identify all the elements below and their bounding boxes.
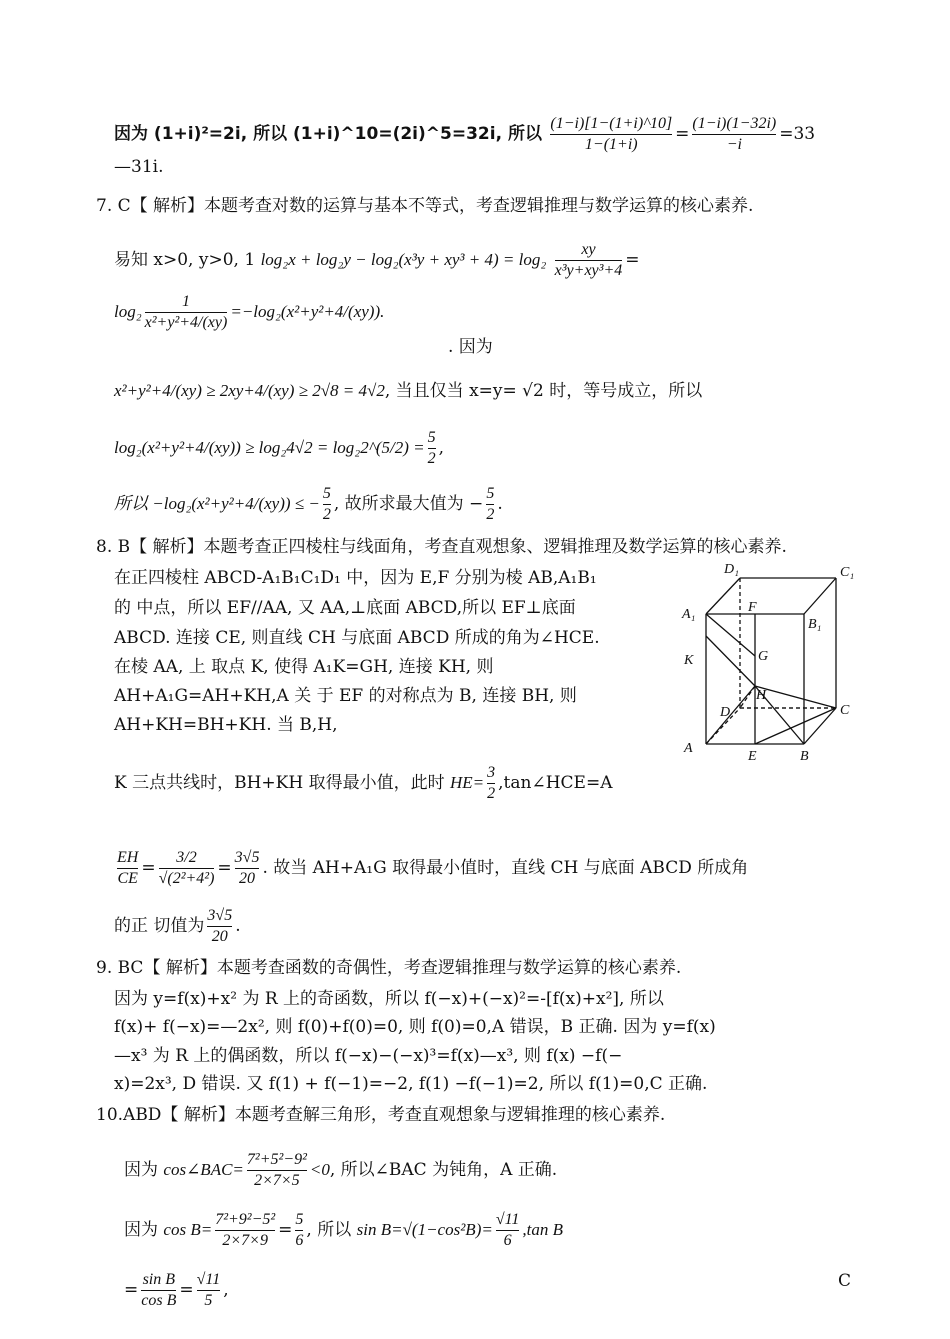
- q8-l9-tail: .: [235, 916, 241, 936]
- q6-frac1-num: (1−i)[1−(1+i)^10]: [550, 115, 673, 132]
- q10-l1-text: , 所以∠BAC 为钝角，A 正确.: [329, 1160, 558, 1180]
- q8-line-1: 在正四棱柱 ABCD-A₁B₁C₁D₁ 中，因为 E,F 分别为棱 AB,A₁B₁: [114, 568, 597, 588]
- q8-line-6: AH+KH=BH+KH. 当 B,H,: [114, 715, 338, 735]
- q10-l2-den3: 6: [496, 1230, 520, 1251]
- q8-line-4: 在棱 AA, 上 取点 K, 使得 A₁K=GH, 连接 KH, 则: [114, 657, 494, 677]
- q8-l8-fraction-mid: [159, 848, 215, 889]
- label-B: B: [800, 749, 809, 764]
- q7-line-2: [114, 292, 384, 333]
- q8-l8-fraction-rhs: [235, 848, 260, 889]
- q8-l9-den: 20: [207, 926, 232, 947]
- q8-l8-fraction-lhs: [117, 848, 138, 889]
- q7-line-5: [114, 484, 503, 525]
- q7-l3-text: , 当且仅当 x=y= √2 时，等号成立，所以: [384, 381, 703, 401]
- q10-l3-fraction-2: [197, 1270, 221, 1311]
- q10-l3-den: cos B: [141, 1292, 177, 1309]
- q10-header: 10.ABD【 解析】本题考查解三角形，考查直观想象与逻辑推理的核心素养.: [96, 1105, 666, 1125]
- q8-l8-lhs-den: CE: [117, 870, 138, 887]
- q10-l1-fraction: [247, 1150, 307, 1191]
- q7-l2-fraction: [145, 292, 228, 333]
- q7-line-4: [114, 428, 444, 469]
- prism-figure: [676, 556, 866, 768]
- label-K: K: [684, 653, 694, 668]
- q8-l8-text: . 故当 AH+A₁G 取得最小值时，直线 CH 与底面 ABCD 所成角: [262, 858, 749, 878]
- q6-fraction-2: [692, 114, 776, 155]
- q8-line-5: AH+A₁G=AH+KH,A 关 于 EF 的对称点为 B, 连接 BH, 则: [114, 686, 577, 706]
- q7-l1-math: log₂x + log₂y − log₂(x³y + xy³ + 4) = log₂: [260, 250, 547, 269]
- q7-line-1: [114, 240, 640, 281]
- q10-l1-pre: 因为: [124, 1160, 158, 1180]
- q7-l5-tail: .: [497, 494, 503, 514]
- q6-frac2-den: −i: [692, 134, 776, 155]
- label-F: F: [748, 600, 757, 615]
- q8-l7-fraction: [487, 763, 495, 804]
- q10-l2-den2: 6: [295, 1232, 304, 1249]
- q7-l1-fraction: [555, 240, 623, 281]
- q7-l4-fraction: [428, 428, 436, 469]
- label-A1: A₁: [682, 607, 696, 622]
- q9-header: 9. BC【 解析】本题考查函数的奇偶性，考查逻辑推理与数学运算的核心素养.: [96, 958, 682, 978]
- q10-l1-num: 7²+5²−9²: [246, 1151, 307, 1168]
- q7-l4-den: 2: [427, 450, 436, 467]
- q7-line-2b: . 因为: [448, 337, 493, 357]
- q8-l8-rhs-num: 3√5: [234, 849, 260, 866]
- q7-l5-mid: , 故所求最大值为 −: [333, 494, 484, 514]
- q10-l2-eq: =: [278, 1220, 293, 1240]
- q8-l9-fraction: [207, 906, 232, 947]
- q7-l5-num: 5: [322, 485, 331, 502]
- label-G: G: [758, 649, 769, 664]
- q7-line-3: [114, 380, 702, 402]
- q7-l5-den: 2: [322, 506, 331, 523]
- q10-corner-letter: C: [838, 1271, 852, 1291]
- q9-line-4: x)=2x³, D 错误. 又 f(1) + f(−1)=−2, f(1) −f(−1)=2, 所以 f(1)=0,C 正确.: [114, 1074, 708, 1094]
- q7-l4-math: log₂(x²+y²+4/(xy)) ≥ log₂4√2 = log₂2^(5/2) =: [114, 438, 425, 457]
- label-C1: C₁: [840, 565, 855, 580]
- q7-l5-pre: 所以 −log₂(x²+y²+4/(xy)) ≤ −: [114, 494, 320, 513]
- q7-l1-pre: 易知 x>0, y>0, 1: [114, 250, 256, 270]
- q7-l5-num2: 5: [486, 485, 495, 502]
- q6-eq: =: [675, 124, 690, 144]
- q8-l8-mid-num: 3/2: [176, 849, 197, 866]
- q10-l2-math: cos B=: [163, 1220, 213, 1239]
- q10-l2-fraction-1: [215, 1210, 275, 1251]
- q10-l2-fraction-2: [295, 1210, 303, 1251]
- label-A: A: [684, 741, 693, 756]
- q10-line-1: [124, 1150, 557, 1191]
- q10-l3-tail: ,: [223, 1280, 229, 1300]
- q7-l5-fraction-2: [486, 484, 494, 525]
- q7-l5-fraction-1: [323, 484, 331, 525]
- q10-l3-eq2: =: [179, 1280, 194, 1300]
- q7-header: 7. C【 解析】本题考查对数的运算与基本不等式，考查逻辑推理与数学运算的核心素养.: [96, 196, 754, 216]
- q10-l2-den: 2×7×9: [215, 1230, 275, 1251]
- q8-line-7: [114, 763, 612, 804]
- q6-line-2: —31i.: [114, 157, 164, 177]
- q9-line-2: f(x)+ f(−x)=—2x², 则 f(0)+f(0)=0, 则 f(0)=0,A 错误，B 正确. 因为 y=f(x): [114, 1017, 716, 1037]
- q8-l7-den: 2: [487, 785, 496, 802]
- q10-line-3: [124, 1270, 229, 1311]
- q8-line-9: [114, 906, 241, 947]
- q8-l7-text: K 三点共线时，BH+KH 取得最小值，此时: [114, 773, 445, 793]
- q8-line-8: $\frac{EH}{CE}$ = $\frac{3/2}{\text{√(2²+4²)}}$ = $\frac{3√5}{20}$ . 故当 AH+A₁G 取得最小值时，直线 CH 与底面 ABCD 所成角: [117, 849, 749, 887]
- q10-l2-num3: √11: [495, 1211, 520, 1228]
- q10-l1-tail: <0: [309, 1160, 330, 1179]
- q8-l9-text: 的正 切值为: [114, 916, 205, 936]
- label-B1: B₁: [808, 617, 822, 632]
- q7-l2-pre: log₂: [114, 302, 142, 321]
- q6-tail: =33: [779, 124, 816, 144]
- q10-l3-num2: √11: [196, 1271, 221, 1288]
- q6-frac1-den: 1−(1+i): [550, 134, 672, 155]
- q8-l7-tail: ,tan∠HCE=A: [498, 773, 613, 793]
- label-H: H: [756, 688, 767, 703]
- q7-l2-num: 1: [181, 293, 190, 310]
- q8-line-3: ABCD. 连接 CE, 则直线 CH 与底面 ABCD 所成的角为∠HCE.: [114, 628, 600, 648]
- q7-l4-tail: ,: [438, 438, 445, 458]
- q10-l2-fraction-3: [496, 1210, 520, 1251]
- label-D1: D₁: [724, 562, 739, 577]
- q8-l8-mid-den: √(2²+4²): [158, 870, 215, 887]
- q10-l1-den: 2×7×5: [247, 1170, 307, 1191]
- q6-line-1: [114, 114, 815, 155]
- q10-l3-eq: =: [124, 1280, 139, 1300]
- q10-l2-text: , 所以: [306, 1220, 352, 1240]
- q6-text: 因为 (1+i)²=2i, 所以 (1+i)^10=(2i)^5=32i, 所以: [114, 124, 542, 144]
- q9-line-1: 因为 y=f(x)+x² 为 R 上的奇函数，所以 f(−x)+(−x)²=-[f(x)+x²], 所以: [114, 989, 664, 1009]
- q10-l3-fraction-1: [141, 1270, 176, 1311]
- q10-l3-num: sin B: [142, 1271, 176, 1288]
- q10-l2-tail: ,tan B: [522, 1220, 564, 1239]
- q8-l7-he: HE=: [450, 773, 485, 792]
- q7-l2-tail: =−log₂(x²+y²+4/(xy)).: [230, 302, 385, 321]
- q6-frac2-num: (1−i)(1−32i): [692, 115, 777, 132]
- q10-l2-num: 7²+9²−5²: [215, 1211, 276, 1228]
- q10-l2-num2: 5: [295, 1211, 304, 1228]
- q7-l2-den: x²+y²+4/(xy): [144, 314, 228, 331]
- q10-l1-math: cos∠BAC=: [163, 1160, 244, 1179]
- q8-line-2: 的 中点，所以 EF//AA, 又 AA,⊥底面 ABCD,所以 EF⊥底面: [114, 598, 576, 618]
- q10-l2-math2: sin B=√(1−cos²B)=: [356, 1220, 493, 1239]
- q10-line-2: [124, 1210, 563, 1251]
- label-C: C: [840, 703, 850, 718]
- q7-l1-tail: =: [625, 250, 640, 270]
- q7-l1-num: xy: [581, 241, 596, 258]
- q9-line-3: —x³ 为 R 上的偶函数，所以 f(−x)−(−x)³=f(x)—x³, 则 f(x) −f(−: [114, 1046, 623, 1066]
- q10-l3-den2: 5: [197, 1290, 221, 1311]
- label-E: E: [748, 749, 757, 764]
- q8-l7-num: 3: [487, 764, 496, 781]
- q7-l1-den: x³y+xy³+4: [554, 262, 623, 279]
- q8-l9-num: 3√5: [207, 907, 233, 924]
- q7-l4-num: 5: [427, 429, 436, 446]
- q8-header: 8. B【 解析】本题考查正四棱柱与线面角，考查直观想象、逻辑推理及数学运算的核心素养.: [96, 537, 787, 557]
- q10-l2-pre: 因为: [124, 1220, 158, 1240]
- label-D: D: [720, 705, 731, 720]
- q8-l8-lhs-num: EH: [117, 849, 139, 866]
- q6-fraction-1: [550, 114, 672, 155]
- q7-l5-den2: 2: [486, 506, 495, 523]
- q8-l8-rhs-den: 20: [235, 868, 260, 889]
- q7-l3-math: x²+y²+4/(xy) ≥ 2xy+4/(xy) ≥ 2√8 = 4√2: [114, 381, 385, 400]
